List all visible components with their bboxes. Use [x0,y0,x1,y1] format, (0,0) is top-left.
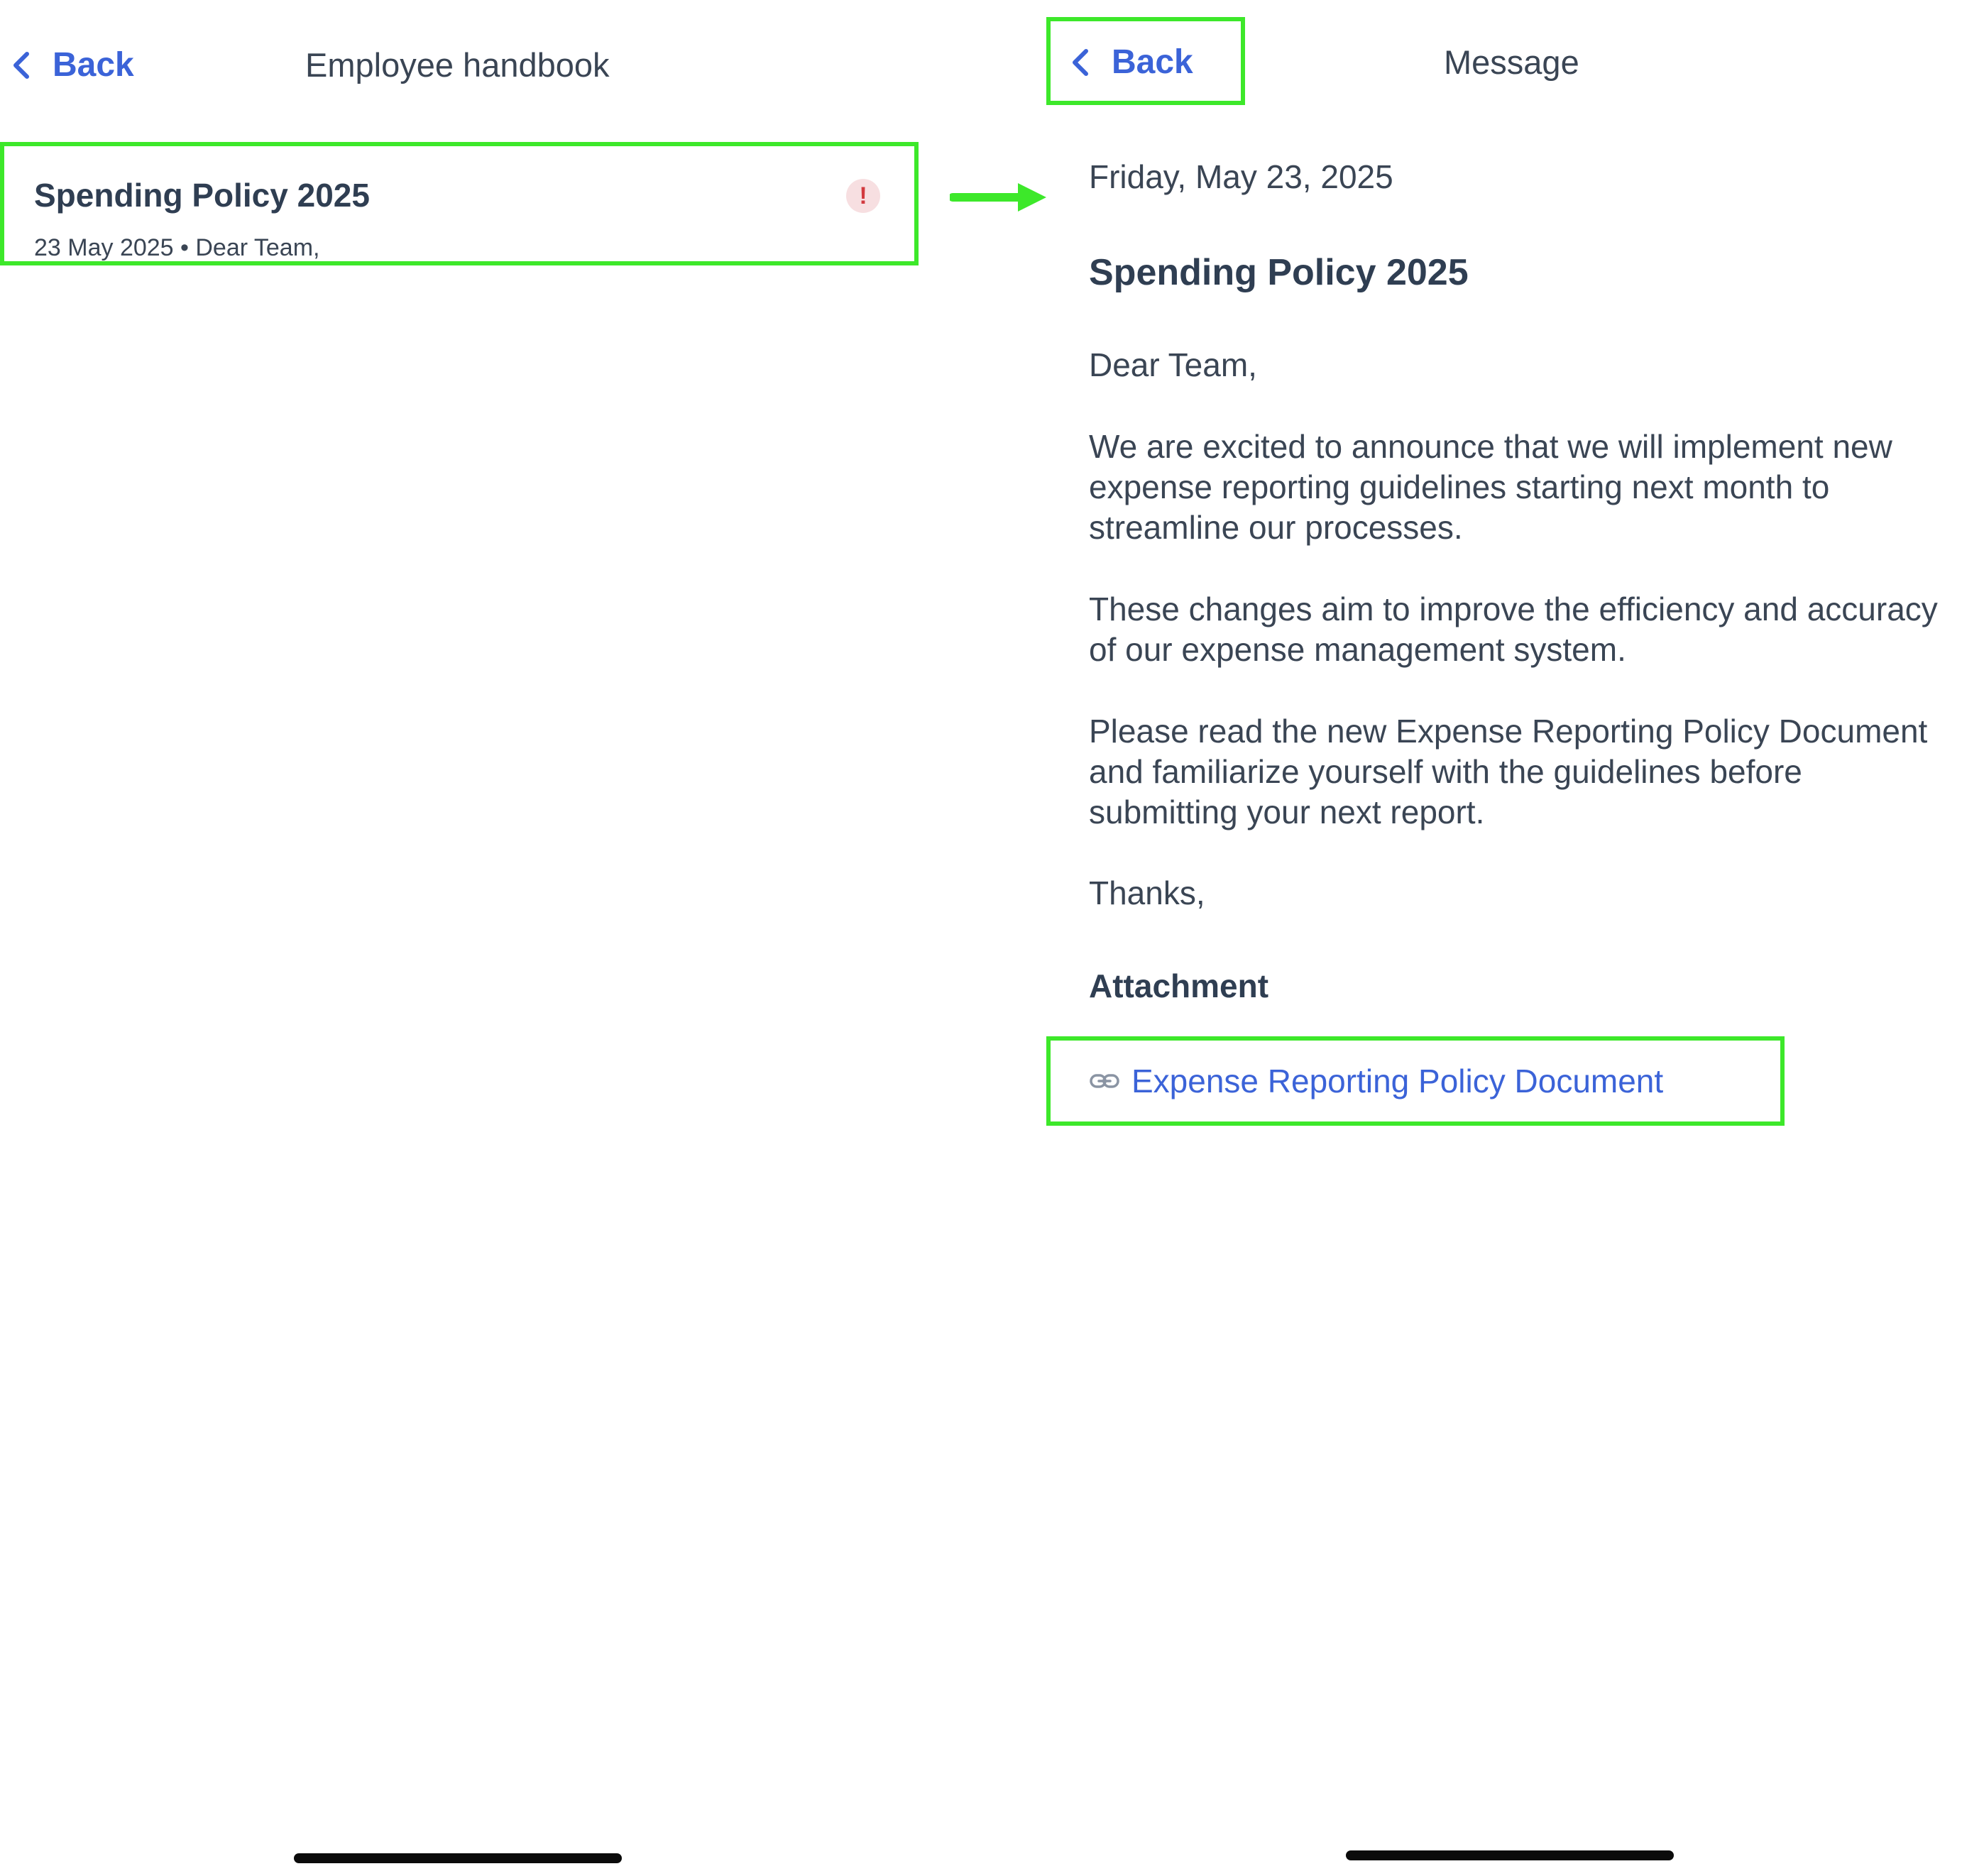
message-closing: Thanks, [1089,874,1205,911]
message-paragraph: These changes aim to improve the efficiency and accuracy of our expense management system. [1089,591,1938,668]
exclamation-circle-icon: ! [846,179,880,213]
back-button[interactable] [11,37,134,94]
arrow-right-icon [950,182,1048,213]
home-indicator [1346,1850,1674,1860]
attachment-link[interactable] [1089,1058,1663,1104]
message-title: Spending Policy 2025 [1089,252,1469,293]
chevron-left-icon [1070,48,1090,77]
back-label: Back [53,46,134,84]
message-greeting: Dear Team, [1089,346,1257,383]
page-title: Message [1444,43,1579,81]
attachment-link-label[interactable]: Expense Reporting Policy Document [1131,1063,1664,1099]
home-indicator [294,1853,622,1863]
page-title: Employee handbook [305,46,610,84]
message-paragraph: We are excited to announce that we will implement new expense reporting guidelines starting next month to streamline our processes. [1089,428,1892,546]
back-button[interactable] [1070,34,1193,91]
list-item-subtitle: 23 May 2025 • Dear Team, [34,234,320,261]
list-item-title[interactable]: Spending Policy 2025 [34,177,370,214]
chevron-left-icon [11,51,31,79]
message-date: Friday, May 23, 2025 [1089,158,1393,195]
link-icon [1089,1073,1120,1090]
message-paragraph: Please read the new Expense Reporting Policy Document and familiarize yourself with the guidelines before submitting your next report. [1089,713,1928,830]
attachment-heading: Attachment [1089,967,1269,1004]
back-label: Back [1112,43,1193,81]
